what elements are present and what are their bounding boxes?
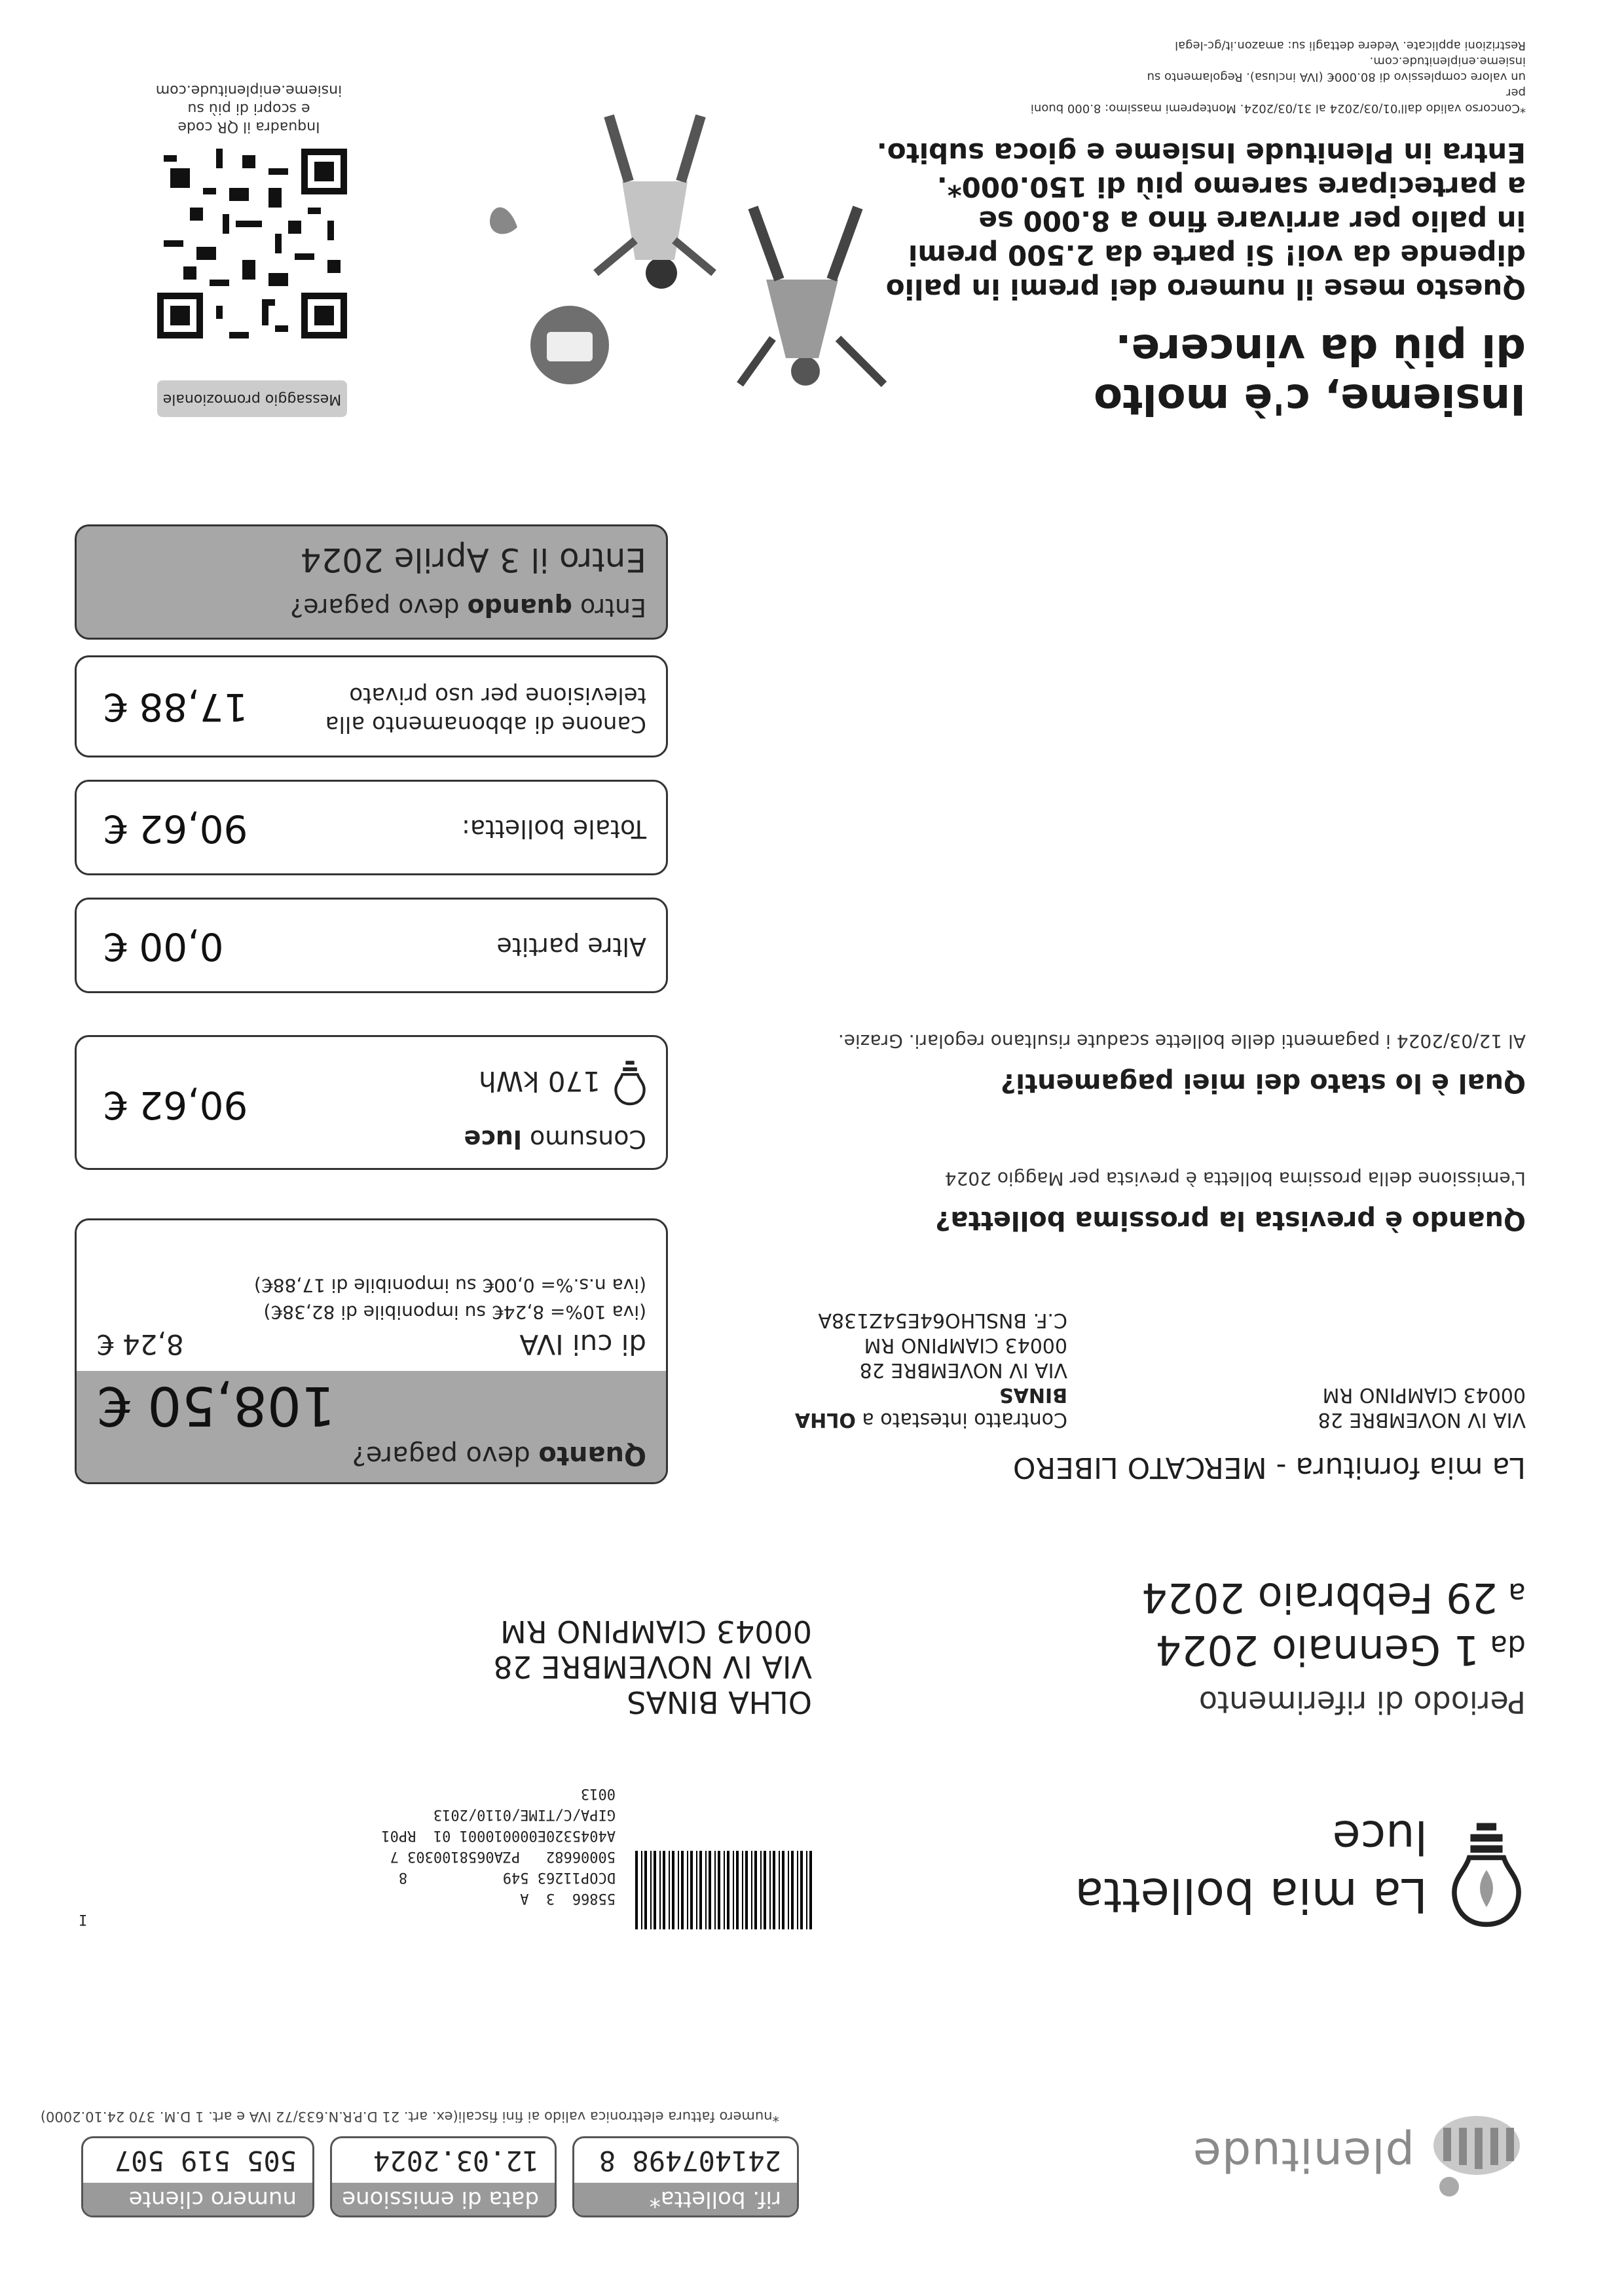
bill-ref-label: rif. bolletta* (574, 2183, 797, 2215)
next-bill-answer: L'emissione della prossima bolletta è prevista per Maggio 2024 (944, 1168, 1526, 1190)
contract-prefix: Contratto intestato a (862, 1408, 1067, 1431)
promo-body-line: dipende da voi! Si parte da 2.500 premi (908, 239, 1526, 271)
period-from-date: 1 Gennaio 2024 (1155, 1626, 1480, 1674)
contract-name: OLHA BINAS (794, 1383, 1067, 1431)
promo-illustration (465, 83, 936, 424)
lightbulb-icon (1447, 1818, 1526, 1929)
vat-details (77, 1264, 666, 1371)
tv-fee-amount: 17,88 € (103, 685, 248, 729)
consumption-label (464, 1125, 647, 1154)
period-to-prefix: a (1508, 1576, 1526, 1610)
promo-body-line: Questo mese il numero dei premi in palio (885, 273, 1526, 305)
promo-title-line1: Insieme, c'è molto (1094, 374, 1526, 423)
promo-body-line: a partecipare saremo più di 150.000*. (936, 171, 1526, 203)
customer-number-label: numero cliente (83, 2183, 312, 2215)
vat-line-2: (iva n.s.%= 0,00€ su imponibile di 17,88€) (253, 1275, 646, 1296)
payments-answer: Al 12/03/2024 i pagamenti delle bollette scadute risultano regolari. Grazie. (838, 1030, 1526, 1052)
code-line: GIPA/C/TIME/0110/2013 (433, 1806, 616, 1823)
promo-title (1094, 324, 1526, 424)
issue-date-tag (330, 2136, 557, 2217)
tv-fee-label (325, 681, 646, 738)
vat-label: di cui IVA (519, 1328, 646, 1360)
due-date-value: Entro il 3 Aprile 2024 (300, 541, 646, 579)
contract-street: VIA IV NOVEMBRE 28 (859, 1358, 1067, 1381)
tax-code: C.F. BNSLHO64E54Z138A (818, 1309, 1067, 1332)
brand-name: plenitude (1192, 2128, 1414, 2181)
recipient-street: VIA IV NOVEMBRE 28 (493, 1649, 812, 1685)
promo-terms-line: un valore complessivo di 80.000€ (IVA inclusa). Regolamento su insieme.eniplenitude.com. (1147, 54, 1526, 84)
contract-info (714, 1309, 1526, 1432)
next-bill-question: Quando è prevista la prossima bolletta? (935, 1205, 1526, 1235)
total-box (75, 780, 668, 875)
contract-holder (727, 1307, 1067, 1432)
promo-body-line: Entra in Plenitude Insieme e gioca subito. (876, 137, 1526, 169)
supply-street: VIA IV NOVEMBRE 28 (1318, 1408, 1526, 1431)
total-label: Totale bolletta: (462, 814, 646, 843)
code-line: A4045320E000010001 01 RP01 (381, 1827, 616, 1844)
promo-title-line2: di più da vincere. (1115, 325, 1526, 373)
consumption-box (75, 1035, 668, 1170)
amount-due-box (75, 1218, 668, 1484)
qr-text-url[interactable]: insieme.eniplenitude.com (155, 82, 342, 98)
recipient-address (493, 1614, 812, 1720)
qr-text-line1: Inquadra il QR code (177, 118, 320, 135)
lightbulb-icon (614, 1055, 646, 1108)
supply-city: 00043 CIAMPINO RM (1322, 1383, 1526, 1406)
supply-address (1231, 1382, 1526, 1432)
issue-date-label: data di emissione (332, 2183, 555, 2215)
code-line: 0013 (581, 1785, 616, 1802)
due-date-label-post: devo pagare? (290, 593, 460, 622)
promo-terms-line: *Concorso valido dall'01/03/2024 al 31/03/2024. Montepremi massimo: 8.000 buoni per (1030, 86, 1526, 115)
vat-row (96, 1328, 646, 1360)
postal-barcode (635, 1851, 812, 1929)
due-date-label-pre: Entro (580, 593, 646, 622)
bill-ref-value: 241407498 8 (599, 2145, 781, 2177)
qr-instructions (151, 81, 347, 136)
amount-due-value: 108,50 € (96, 1374, 336, 1436)
recipient-city: 00043 CIAMPINO RM (500, 1614, 812, 1649)
plenitude-logo-icon (1428, 2106, 1526, 2204)
customer-number-tag (81, 2136, 314, 2217)
code-line: 50006682 PZA0658100303 7 (390, 1848, 616, 1865)
code-line: 55866 3 A (520, 1890, 616, 1906)
bill-ref-tag (572, 2136, 799, 2217)
vat-line-1: (iva 10%= 8,24€ su imponibile di 82,38€) (263, 1302, 646, 1323)
consumption-label-text: Consumo (529, 1125, 646, 1154)
recipient-name: OLHA BINAS (627, 1685, 812, 1720)
invoice-footnote: *numero fattura elettronica valido ai fini fiscali(ex. art. 21 D.P.R.N.633/72 IVA e art. 1 D.M. 370 24.10.2000) (40, 2109, 779, 2124)
code-line: I (79, 1911, 88, 1927)
promo-body (877, 136, 1526, 306)
contract-city: 00043 CIAMPINO RM (864, 1334, 1067, 1357)
code-line: DCOP11263 549 8 (398, 1869, 616, 1886)
promo-body-line: in palio per arrivare fino a 8.000 se (978, 205, 1526, 237)
other-items-label: Altre partite (496, 932, 646, 961)
payments-question: Qual è lo stato dei miei pagamenti? (1001, 1068, 1526, 1098)
other-items-amount: 0,00 € (103, 924, 224, 969)
period-to (1141, 1574, 1526, 1622)
period-to-date: 29 Febbraio 2024 (1141, 1574, 1498, 1622)
contract-holder-line (727, 1382, 1067, 1432)
customer-number-value: 505 519 507 (114, 2145, 297, 2177)
amount-due-header (77, 1371, 666, 1482)
total-amount: 90,62 € (103, 807, 248, 851)
amount-due-label-bold: Quanto (538, 1440, 646, 1470)
due-date-label-bold: quando (467, 593, 572, 622)
consumption-amount: 90,62 € (103, 1083, 248, 1127)
tv-fee-label-line1: Canone di abbonamento alla (325, 711, 646, 737)
bill-title: La mia bolletta (1075, 1868, 1428, 1923)
promo-terms-line: Restrizioni applicate. Vedere dettagli su: amazon.it/gc-legal (1175, 39, 1526, 52)
due-date-label (290, 593, 646, 622)
qr-text-line2: e scopri di più su (187, 100, 310, 117)
consumption-label-bold: luce (464, 1125, 522, 1154)
amount-due-label (96, 1440, 646, 1470)
other-items-box (75, 898, 668, 993)
promo-terms (1015, 37, 1526, 116)
period-label: Periodo di riferimento (1198, 1685, 1526, 1720)
vat-amount: 8,24 € (96, 1328, 184, 1360)
bill-subtitle: luce (1332, 1810, 1428, 1864)
due-date-box (75, 524, 668, 640)
period-from-prefix: da (1490, 1629, 1526, 1662)
issue-date-value: 12.03.2024 (373, 2145, 539, 2177)
supply-title: La mia fornitura - MERCATO LIBERO (1012, 1451, 1526, 1484)
amount-due-label-rest: devo pagare? (352, 1440, 530, 1470)
qr-code-icon[interactable] (157, 149, 347, 338)
promo-badge: Messaggio promozionale (157, 380, 347, 417)
tv-fee-label-line2: televisione per uso privato (349, 682, 646, 708)
period-from (1156, 1626, 1526, 1674)
postal-codes (79, 1783, 616, 1929)
tv-fee-box (75, 655, 668, 757)
consumption-kwh: 170 kWh (479, 1065, 600, 1097)
